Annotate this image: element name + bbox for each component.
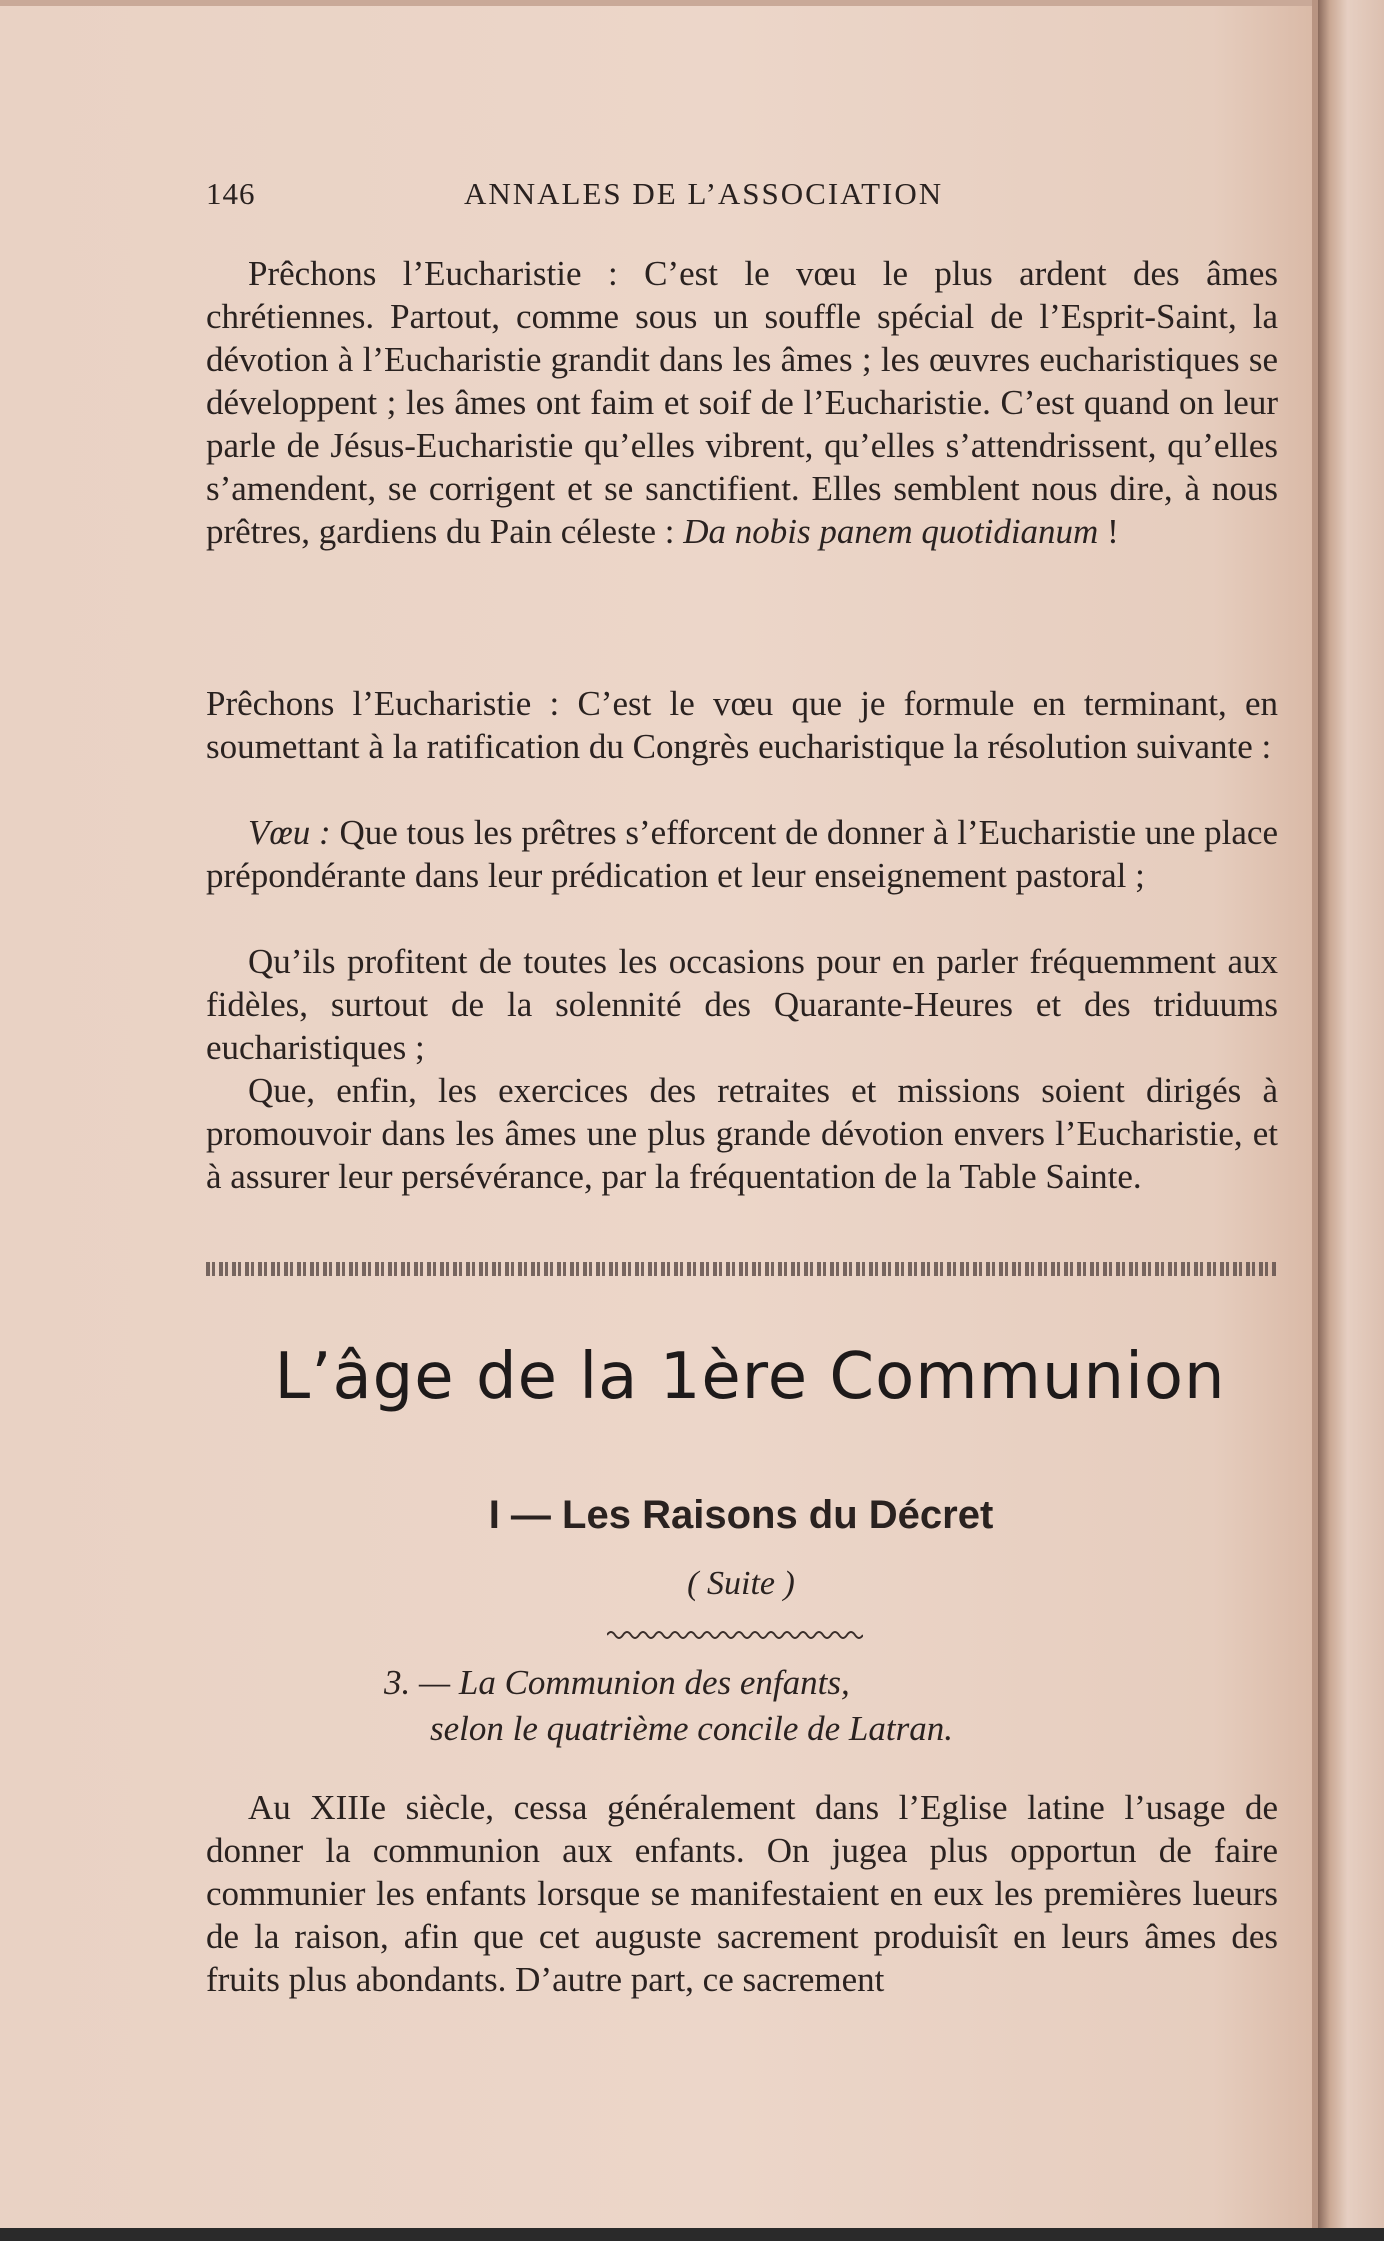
- paragraph-3: [206, 811, 1278, 897]
- facing-page-gutter: [1318, 0, 1384, 2241]
- section-heading-line-1: 3. — La Communion des enfants,: [384, 1663, 850, 1702]
- page-number: 146: [206, 176, 256, 211]
- paragraph-2-text: Prêchons l’Eucharistie : C’est le vœu que je formule en terminant, en soumettant à la ratification du Congrès eucharistique la résolution suivante :: [206, 684, 1278, 766]
- paragraph-5: [206, 1069, 1278, 1198]
- paragraph-6-text: Au XIIIe siècle, cessa généralement dans l’Eglise latine l’usage de donner la communion aux enfants. On jugea plus opportun de faire communier les enfants lorsque se manifestaient en eux les premières lueurs de la raison, afin que cet auguste sacrement produisît en leurs âmes des fruits plus abondants. D’autre part, ce sacrement: [206, 1788, 1278, 1999]
- page-header: [206, 176, 1276, 220]
- paragraph-2: [206, 682, 1278, 768]
- squiggle-divider: [607, 1628, 863, 1642]
- top-edge: [0, 0, 1318, 6]
- paragraph-5-text: Que, enfin, les exercices des retraites et missions soient dirigés à promouvoir dans les âmes une plus grande dévotion envers l’Eucharistie, et à assurer leur persévérance, par la fréquentation de la Table Sainte.: [206, 1071, 1278, 1196]
- voeu-label: Vœu :: [248, 813, 331, 852]
- article-title: L’âge de la 1ère Communion: [274, 1340, 1226, 1414]
- paragraph-1-end: !: [1098, 512, 1119, 551]
- ornamental-rule: [206, 1262, 1276, 1276]
- paragraph-1-italic: Da nobis panem quotidianum: [683, 512, 1099, 551]
- paragraph-3-text: Que tous les prêtres s’efforcent de donner à l’Eucharistie une place prépondérante dans leur prédication et leur enseignement pastoral ;: [206, 813, 1278, 895]
- paragraph-6: [206, 1786, 1278, 2001]
- paragraph-4-text: Qu’ils profitent de toutes les occasions pour en parler fréquemment aux fidèles, surtout de la solennité des Quarante-Heures et des triduums eucharistiques ;: [206, 942, 1278, 1067]
- suite-label: ( Suite ): [687, 1565, 795, 1602]
- paragraph-1: [206, 252, 1278, 553]
- article-subtitle: I — Les Raisons du Décret: [488, 1493, 994, 1537]
- paragraph-4: [206, 940, 1278, 1069]
- paragraph-1-text: Prêchons l’Eucharistie : C’est le vœu le plus ardent des âmes chrétiennes. Partout, comme sous un souffle spécial de l’Esprit-Saint, la dévotion à l’Eucharistie grandit dans les âmes ; les œuvres eucharistiques se développent ; les âmes ont faim et soif de l’Eucharistie. C’est quand on leur parle de Jésus-Eucharistie qu’elles vibrent, qu’elles s’attendrissent, qu’elles s’amendent, se corrigent et se sanctifient. Elles semblent nous dire, à nous prêtres, gardiens du Pain céleste :: [206, 254, 1278, 551]
- scan-bottom-border: [0, 2228, 1384, 2241]
- running-head: ANNALES DE L’ASSOCIATION: [464, 176, 944, 211]
- section-heading-line-2: selon le quatrième concile de Latran.: [430, 1709, 953, 1748]
